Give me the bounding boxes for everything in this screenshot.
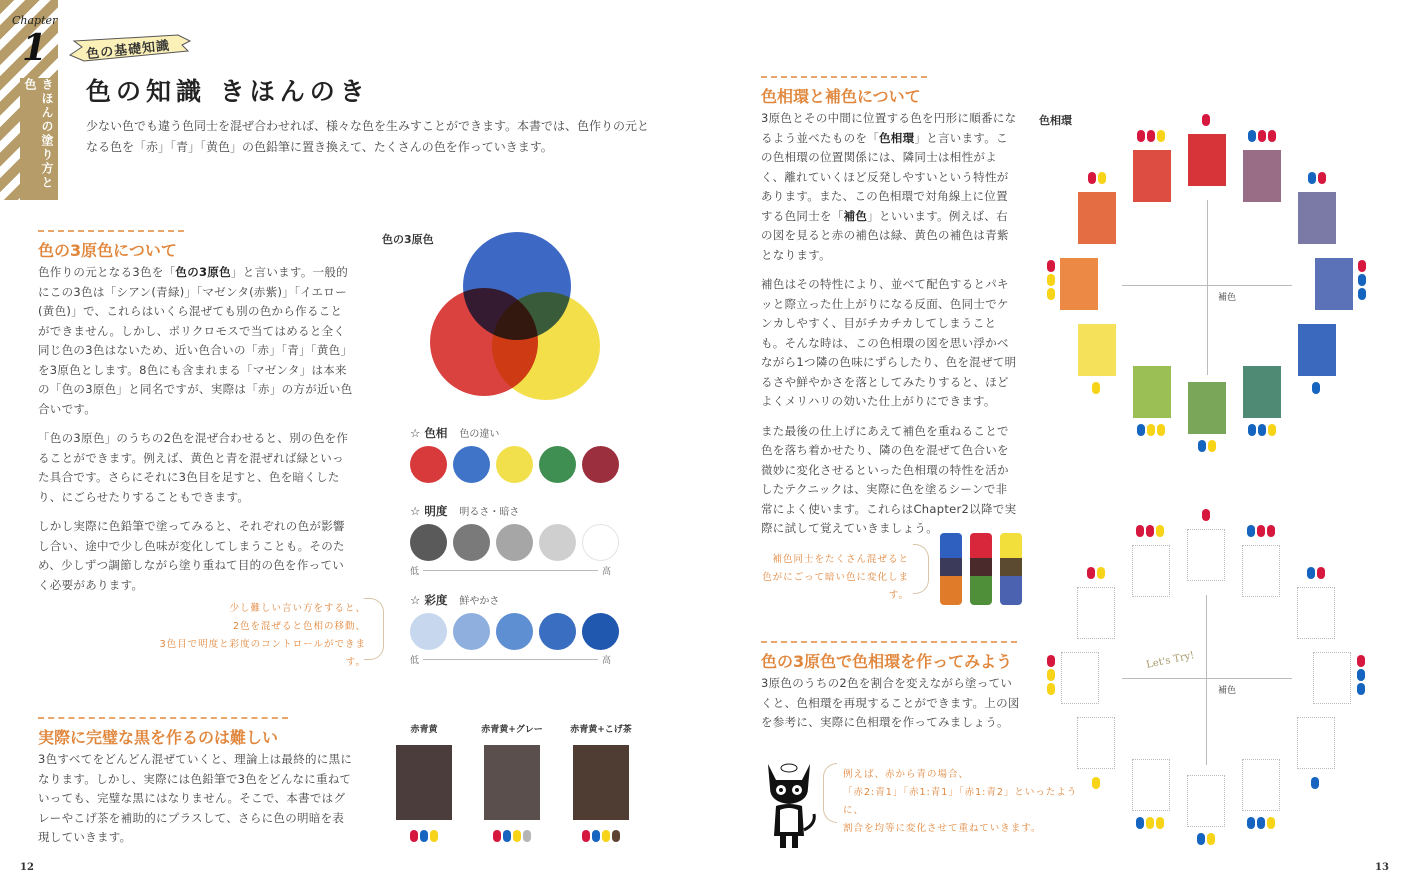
hue-swatch-violet: [1298, 192, 1336, 244]
pencil-indicators: [1311, 777, 1319, 789]
intro-paragraph: 少ない色でも違う色同士を混ぜ合わせれば、様々な色を生みすことができます。本書では、色作りの元となる色を「赤」「青」「黄色」の色鉛筆に置き換えて、たくさんの色を作っていきます。: [86, 119, 650, 154]
saturation-swatches: [410, 613, 619, 650]
category-ribbon: [68, 33, 192, 63]
pencil-blue-icon: [1247, 817, 1255, 829]
note-line: 少し難しい言い方をすると、: [229, 603, 366, 614]
pencil-blue-icon: [1247, 525, 1255, 537]
pencil-yellow-icon: [1156, 817, 1164, 829]
section-body-primary-colors: [38, 263, 354, 605]
brace-decoration: [823, 763, 837, 823]
pencil-red-icon: [1088, 172, 1096, 184]
pencil-blue-icon: [1248, 424, 1256, 436]
venn-yellow-circle: [492, 292, 600, 400]
swatch-dot: [453, 613, 490, 650]
axis-label: 補色: [1218, 686, 1237, 696]
pencil-blue-icon: [1312, 382, 1320, 394]
hue-swatch-yellow-green: [1133, 366, 1171, 418]
text-span: 」といいます。例えば、右の図を見ると赤の補色は緑、黄色の補色は青紫となります。: [761, 208, 1009, 262]
bold-term: 色相環: [879, 130, 915, 145]
pencil-yellow-icon: [1092, 382, 1100, 394]
bold-term: 補色: [843, 208, 868, 223]
practice-box: [1297, 717, 1335, 769]
pencil-yellow-icon: [1047, 669, 1055, 681]
hue-wheel-colored: [1040, 110, 1380, 470]
pencil-indicators: [1092, 382, 1100, 394]
pencil-indicators: [1308, 172, 1326, 184]
paragraph: [38, 263, 354, 419]
complement-axis-vertical: [1206, 595, 1207, 765]
pencil-blue-icon: [1357, 669, 1365, 681]
pencil-indicators: [1087, 567, 1105, 579]
page-number-left: 12: [20, 862, 34, 873]
hue-swatch-orange: [1078, 192, 1116, 244]
property-name: 明度: [424, 504, 448, 518]
pencil-red-icon: [1268, 130, 1276, 142]
sample-label: 赤青黄: [410, 725, 438, 735]
pencil-red-icon: [1318, 172, 1326, 184]
hue-swatch-blue-violet: [1315, 258, 1353, 310]
note-line: 例えば、赤から青の場合、: [843, 769, 970, 780]
scale-arrow-icon: [423, 659, 598, 660]
practice-box: [1077, 717, 1115, 769]
pencil-yellow-icon: [1157, 130, 1165, 142]
chapter-word: Chapter: [12, 14, 58, 27]
sample-swatch: [396, 745, 452, 820]
swatch-dot: [496, 446, 533, 483]
pencil-blue-icon: [420, 830, 428, 842]
practice-box: [1242, 759, 1280, 811]
pencil-indicators: [561, 830, 641, 842]
pencil-blue-icon: [1197, 833, 1205, 845]
pencil-blue-icon: [1198, 440, 1206, 452]
property-desc: 色の違い: [459, 429, 500, 440]
practice-box: [1077, 587, 1115, 639]
swatch-dot: [410, 524, 447, 561]
section-heading-make-wheel: 色の3原色で色相環を作ってみよう: [761, 641, 1017, 672]
hue-swatch-yellow-orange: [1060, 258, 1098, 310]
paragraph: 「色の3原色」のうちの2色を混ぜ合わせると、別の色を作ることができます。例えば、黄色と青を混ぜれば緑といった具合です。さらにそれに3色目を足すと、色を暗くしたり、にごらせたりすることもできます。: [38, 431, 349, 504]
page-number-right: 13: [1375, 862, 1389, 873]
pencil-indicators: [384, 830, 464, 842]
swatch-dot: [582, 524, 619, 561]
pencil-indicators: [1136, 525, 1164, 537]
property-name: 彩度: [424, 593, 448, 607]
pencil-yellow-icon: [1047, 274, 1055, 286]
practice-box: [1132, 759, 1170, 811]
pencil-red-icon: [582, 830, 590, 842]
swatch-dot: [496, 524, 533, 561]
pencil-yellow-icon: [513, 830, 521, 842]
pencil-red-icon: [1257, 525, 1265, 537]
ribbon-label: 色の基礎知識: [85, 38, 171, 63]
pencil-yellow-icon: [1267, 817, 1275, 829]
sample-swatch: [573, 745, 629, 820]
text-span: 」と言います。一般的にこの3色は「シアン(青緑)」「マゼンタ(赤紫)」「イエロー(黄色)」で、これらはいくら混ぜても別の色から作ることができません。しかし、ポリクロモスで当てはめると全く同じ色の3色はないため、近い色合いの「赤」「青」「黄色」を3原色とします。8色にも含まれまる「マゼンタ」は本来の「色の3原色」と同名ですが、実際は「赤」の方が近い色合いです。: [38, 265, 353, 416]
pencil-indicators: [1197, 833, 1215, 845]
practice-box: [1297, 587, 1335, 639]
chapter-tab: [0, 0, 58, 200]
pencil-indicators: [1137, 424, 1165, 436]
hue-swatch-red: [1188, 134, 1226, 186]
pencil-indicators: [1092, 777, 1100, 789]
pencil-blue-icon: [1307, 567, 1315, 579]
brace-decoration: [913, 544, 929, 594]
text-span: 3原色とその中間に位置する色を円形に順番になるよう並べたものを「: [761, 111, 1017, 145]
swatch-dot: [453, 524, 490, 561]
pencil-blue-icon: [1248, 130, 1256, 142]
hue-swatch-green: [1188, 382, 1226, 434]
pencil-indicators: [1248, 424, 1276, 436]
section-heading-primary-colors: 色の3原色について: [38, 230, 184, 261]
pencil-blue-icon: [1308, 172, 1316, 184]
pencil-indicators: [1307, 567, 1325, 579]
pencil-red-icon: [410, 830, 418, 842]
complement-axis-vertical: [1207, 200, 1208, 375]
pencil-red-icon: [1087, 567, 1095, 579]
pencil-red-icon: [493, 830, 501, 842]
scale-arrow-icon: [423, 570, 598, 571]
swatch-dot: [539, 446, 576, 483]
pencil-indicators: [1357, 655, 1365, 695]
hue-swatches: [410, 446, 619, 483]
side-note-mix: [743, 551, 909, 605]
complement-axis-horizontal: [1122, 678, 1292, 679]
swatch-dot: [582, 446, 619, 483]
pencil-indicators: [1358, 260, 1366, 300]
pencil-red-icon: [1047, 655, 1055, 667]
note-line: 3色目で明度と彩度のコントロールができます。: [159, 639, 366, 668]
cat-illustration: [758, 758, 820, 850]
pencil-indicators: [1202, 114, 1210, 126]
property-saturation-label: ☆ 彩度 鮮やかさ: [410, 593, 500, 607]
black-sample-rby-brown: [561, 722, 641, 842]
paragraph: 3色すべてをどんどん混ぜていくと、理論上は最終的に黒になります。しかし、実際には色鉛筆で3色をどんなに重ねていっても、完璧な黒にはなりません。そこで、本書ではグレーやこげ茶を補助的にプラスして、さらに色の明暗を表現していきます。: [38, 752, 353, 844]
hue-wheel-label: 色相環: [1039, 114, 1072, 127]
pencil-blue-icon: [1357, 683, 1365, 695]
chapter-header: [0, 0, 58, 78]
practice-box: [1187, 775, 1225, 827]
pencil-red-icon: [1047, 260, 1055, 272]
hue-swatch-red-orange: [1133, 150, 1171, 202]
practice-box: [1061, 652, 1099, 704]
note-line: 「赤2:青1」「赤1:青1」「赤1:青2」といったように、: [843, 787, 1078, 816]
property-hue-label: ☆ 色相 色の違い: [410, 426, 500, 440]
pencil-yellow-icon: [1146, 817, 1154, 829]
note-line: 2色を混ぜると色相の移動、: [232, 621, 366, 632]
pencil-yellow-icon: [1157, 424, 1165, 436]
pencil-indicators: [1137, 130, 1165, 142]
lets-try-label: Let's Try!: [1145, 650, 1196, 671]
pencil-yellow-icon: [1098, 172, 1106, 184]
pencil-indicators: [1248, 130, 1276, 142]
pencil-blue-icon: [592, 830, 600, 842]
pencil-gray-icon: [523, 830, 531, 842]
pencil-blue-icon: [1258, 424, 1266, 436]
chapter-number: 1: [22, 27, 48, 69]
black-sample-rby: [384, 722, 464, 842]
pencil-yellow-icon: [1097, 567, 1105, 579]
pencil-blue-icon: [1137, 424, 1145, 436]
scale-low: 低: [410, 656, 420, 666]
stroke-yellow-blue: [1000, 533, 1022, 605]
swatch-dot: [410, 446, 447, 483]
pencil-indicators: [1198, 440, 1216, 452]
section-body-black: [38, 750, 354, 858]
cat-icon: [758, 758, 820, 850]
page-title: 色の知識 きほんのき: [86, 77, 370, 106]
pencil-red-icon: [1267, 525, 1275, 537]
sample-swatch: [484, 745, 540, 820]
swatch-dot: [582, 613, 619, 650]
brace-decoration: [364, 598, 384, 660]
pencil-blue-icon: [503, 830, 511, 842]
pencil-indicators: [1247, 817, 1275, 829]
property-desc: 明るさ・暗さ: [459, 507, 520, 518]
stroke-blue-orange: [940, 533, 962, 605]
pencil-yellow-icon: [1207, 833, 1215, 845]
pencil-yellow-icon: [1268, 424, 1276, 436]
pencil-blue-icon: [1358, 288, 1366, 300]
property-name: 色相: [424, 426, 448, 440]
pencil-yellow-icon: [1092, 777, 1100, 789]
practice-box: [1132, 545, 1170, 597]
note-line: 割合を均等に変化させて重ねていきます。: [843, 823, 1042, 834]
pencil-blue-icon: [1358, 274, 1366, 286]
section-body-hue-wheel: [761, 109, 1019, 549]
paragraph: 補色はその特性により、並べて配色するとパキッと際立った仕上がりになる反面、色同士でケンカしやすく、目がチカチカしてしまうことも。そんな時は、この色相環の図を思い浮かべながら1つ隣の色味にずらしたり、色を混ぜて明るさや鮮やかさを落としてみたりすると、ほどよくメリハリの効いた仕上がりにできます。: [761, 277, 1017, 408]
pencil-yellow-icon: [1147, 424, 1155, 436]
note-line: 色がにごって暗い色に変化します。: [762, 572, 909, 601]
pencil-indicators: [472, 830, 552, 842]
pencil-indicators: [1202, 509, 1210, 521]
swatch-dot: [496, 613, 533, 650]
swatch-dot: [453, 446, 490, 483]
pencil-blue-icon: [1257, 817, 1265, 829]
pencil-red-icon: [1202, 509, 1210, 521]
pencil-yellow-icon: [430, 830, 438, 842]
venn-label: 色の3原色: [382, 233, 434, 246]
pencil-red-icon: [1317, 567, 1325, 579]
paragraph: また最後の仕上げにあえて補色を重ねることで色を落ち着かせたり、隣の色を混ぜて色合いを微妙に変化させるといった色相環の特性を活かしたテクニックは、実際に色を塗るシーンで非常によく使います。これらはChapter2以降で実際に試して覚えていきましょう。: [761, 423, 1017, 535]
hue-swatch-blue-green: [1243, 366, 1281, 418]
bold-term: 色の3原色: [175, 265, 231, 279]
text-span: 」と言います。この色相環の位置関係には、隣同士は相性がよく、離れていくほど反発しやすいという特性があります。また、この色相環で対角線上に位置する色同士を「: [761, 130, 1009, 223]
hue-swatch-yellow: [1078, 324, 1116, 376]
practice-box: [1187, 529, 1225, 581]
practice-box: [1313, 652, 1351, 704]
sample-label: 赤青黄+こげ茶: [570, 725, 632, 735]
swatch-dot: [410, 613, 447, 650]
note-line: 補色同士をたくさん混ぜると: [772, 554, 909, 565]
chapter-subtitle: きほんの塗り方と色: [20, 78, 58, 200]
saturation-scale: [410, 653, 611, 666]
swatch-dot: [539, 613, 576, 650]
mix-strokes-illustration: [940, 533, 1022, 605]
pencil-indicators: [1047, 260, 1055, 300]
pencil-red-icon: [1358, 260, 1366, 272]
pencil-red-icon: [1202, 114, 1210, 126]
pencil-red-icon: [1258, 130, 1266, 142]
stroke-red-green: [970, 533, 992, 605]
side-note-hue: [140, 600, 366, 672]
property-value-label: ☆ 明度 明るさ・暗さ: [410, 504, 520, 518]
pencil-red-icon: [1357, 655, 1365, 667]
scale-low: 低: [410, 567, 420, 577]
section-heading-black: 実際に完璧な黒を作るのは難しい: [38, 717, 288, 748]
hue-swatch-red-violet: [1243, 150, 1281, 202]
pencil-brown-icon: [612, 830, 620, 842]
practice-box: [1242, 545, 1280, 597]
hue-swatch-blue: [1298, 324, 1336, 376]
black-sample-rby-gray: [472, 722, 552, 842]
paragraph: 3原色のうちの2色を割合を変えながら塗っていくと、色相環を再現することができます。上の図を参考に、実際に色相環を作ってみましょう。: [761, 676, 1020, 729]
swatch-dot: [539, 524, 576, 561]
pencil-red-icon: [1146, 525, 1154, 537]
axis-label: 補色: [1218, 293, 1237, 303]
pencil-indicators: [1088, 172, 1106, 184]
pencil-indicators: [1312, 382, 1320, 394]
scale-high: 高: [602, 656, 612, 666]
pencil-blue-icon: [1311, 777, 1319, 789]
paragraph: しかし実際に色鉛筆で塗ってみると、それぞれの色が影響し合い、途中で少し色味が変化してしまうことも。そのため、少しずつ調節しながら塗り重ねて目的の色を作っていく必要があります。: [38, 519, 345, 592]
text-span: 色作りの元となる3色を「: [38, 265, 176, 279]
pencil-yellow-icon: [602, 830, 610, 842]
section-heading-hue-wheel: 色相環と補色について: [761, 76, 927, 107]
pencil-indicators: [1136, 817, 1164, 829]
sample-label: 赤青黄+グレー: [481, 725, 543, 735]
pencil-blue-icon: [1136, 817, 1144, 829]
pencil-yellow-icon: [1208, 440, 1216, 452]
paragraph: [761, 109, 1019, 265]
pencil-red-icon: [1147, 130, 1155, 142]
pencil-red-icon: [1136, 525, 1144, 537]
pencil-yellow-icon: [1047, 683, 1055, 695]
pencil-indicators: [1047, 655, 1055, 695]
value-swatches: [410, 524, 619, 561]
section-body-make-wheel: [761, 674, 1023, 743]
scale-high: 高: [602, 567, 612, 577]
primary-colors-venn: [430, 232, 605, 404]
pencil-yellow-icon: [1156, 525, 1164, 537]
hue-wheel-practice: [1040, 505, 1380, 865]
value-scale: [410, 564, 611, 577]
pencil-indicators: [1247, 525, 1275, 537]
pencil-yellow-icon: [1047, 288, 1055, 300]
property-desc: 鮮やかさ: [459, 596, 500, 607]
pencil-red-icon: [1137, 130, 1145, 142]
